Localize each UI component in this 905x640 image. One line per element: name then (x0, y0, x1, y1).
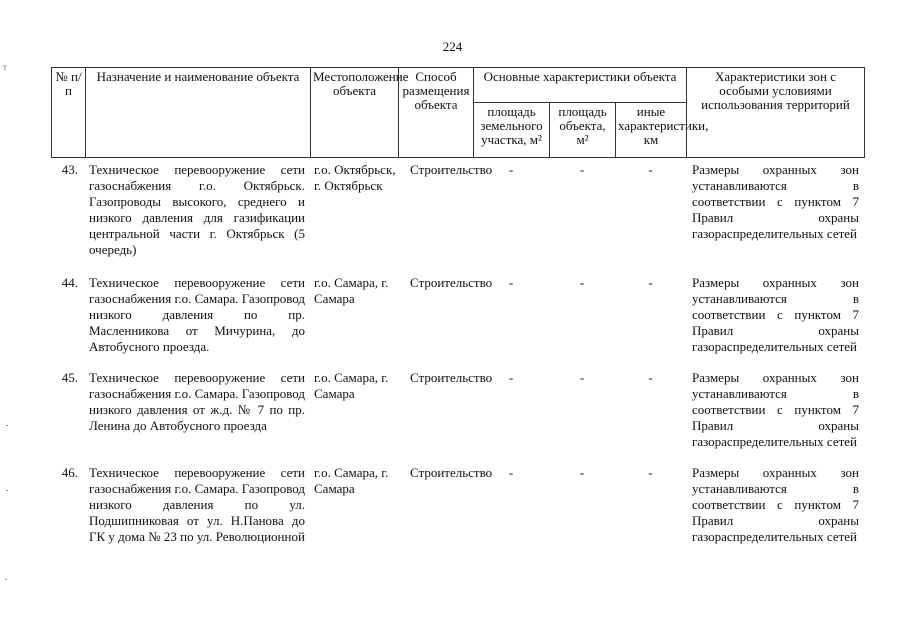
row-number: 46. (61, 465, 78, 480)
header-land-area: площадь земельного участка, м² (473, 102, 549, 158)
header-other-characteristics: иные характеристики, км (615, 102, 686, 158)
header-location: Местоположение объекта (310, 67, 398, 158)
object-name: Техническое перевооружение сети газоснабжения г.о. Октябрьск. Газопроводы высокого, среднего и низкого давления для газификации центральной части г. Октябрьск (5 очередь) (89, 162, 305, 257)
other-characteristics-value: - (648, 465, 653, 480)
row-number: 45. (61, 370, 78, 385)
object-location: г.о. Самара, г. Самара (314, 275, 389, 306)
placement-method: Строительство (410, 370, 493, 385)
object-area-value: - (579, 275, 585, 290)
zone-characteristics: Размеры охранных зон устанавливаются в соответствии с пунктом 7 Правил охраны газораспределительных сетей (692, 162, 859, 241)
object-name: Техническое перевооружение сети газоснабжения г.о. Самара. Газопровод низкого давления по пр. Масленникова от Мичурина, до Автобусного проезда. (89, 275, 305, 354)
zone-characteristics: Размеры охранных зон устанавливаются в соответствии с пунктом 7 Правил охраны газораспределительных сетей (692, 370, 859, 449)
scan-speck (6, 490, 8, 491)
land-area-value: - (508, 162, 514, 177)
header-object-area: площадь объекта, м² (549, 102, 615, 158)
land-area-value: - (508, 275, 514, 290)
other-characteristics-value: - (648, 275, 653, 290)
object-area-value: - (579, 162, 585, 177)
placement-method: Строительство (410, 275, 493, 290)
scan-speck (6, 425, 8, 426)
other-characteristics-value: - (648, 162, 653, 177)
margin-mark: т (3, 62, 7, 72)
object-name: Техническое перевооружение сети газоснабжения г.о. Самара. Газопровод низкого давления по ул. Подшипниковая от ул. Н.Панова до ГК у дома № 23 по ул. Революционной (89, 465, 305, 544)
placement-method: Строительство (410, 162, 493, 177)
header-num: № п/п (51, 67, 85, 158)
page-number: 224 (442, 39, 463, 54)
zone-characteristics: Размеры охранных зон устанавливаются в соответствии с пунктом 7 Правил охраны газораспределительных сетей (692, 275, 859, 354)
other-characteristics-value: - (648, 370, 653, 385)
header-main-characteristics: Основные характеристики объекта (473, 67, 686, 102)
object-location: г.о. Самара, г. Самара (314, 465, 389, 496)
row-number: 44. (61, 275, 78, 290)
zone-characteristics: Размеры охранных зон устанавливаются в соответствии с пунктом 7 Правил охраны газораспределительных сетей (692, 465, 859, 544)
header-name: Назначение и наименование объекта (85, 67, 310, 158)
land-area-value: - (508, 370, 514, 385)
header-method: Способ размещения объекта (398, 67, 473, 158)
land-area-value: - (508, 465, 514, 480)
object-area-value: - (579, 465, 585, 480)
scan-speck (5, 579, 7, 580)
object-area-value: - (579, 370, 585, 385)
header-zones: Характеристики зон с особыми условиями использования территорий (686, 67, 865, 158)
placement-method: Строительство (410, 465, 493, 480)
object-location: г.о. Октябрьск, г. Октябрьск (314, 162, 396, 193)
object-location: г.о. Самара, г. Самара (314, 370, 389, 401)
row-number: 43. (61, 162, 78, 177)
object-name: Техническое перевооружение сети газоснабжения г.о. Самара. Газопровод низкого давления от ж.д. № 7 по пр. Ленина до Автобусного проезда (89, 370, 305, 433)
